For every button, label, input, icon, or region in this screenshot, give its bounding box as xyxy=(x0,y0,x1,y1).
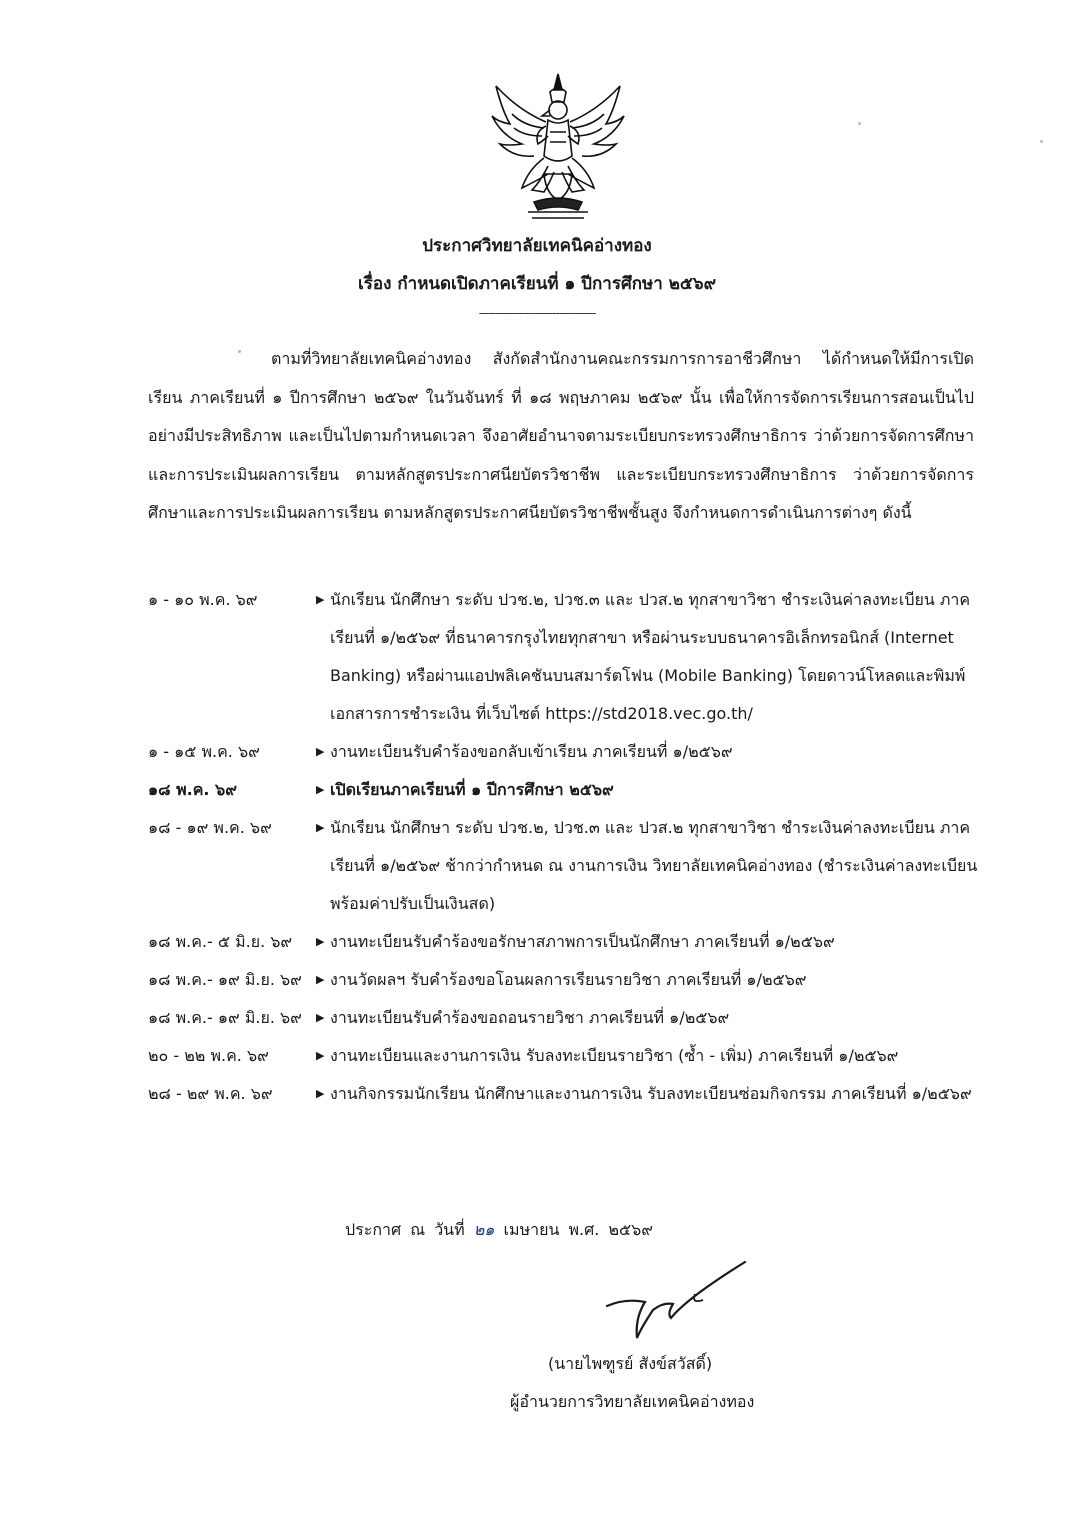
arrow-bullet-icon: ▶ xyxy=(316,593,325,606)
schedule-date: ๑๘ พ.ค. ๖๙ xyxy=(148,780,237,799)
schedule-item xyxy=(316,733,978,771)
schedule-row xyxy=(148,999,978,1037)
schedule-description: เปิดเรียนภาคเรียนที่ ๑ ปีการศึกษา ๒๕๖๙ xyxy=(330,780,614,799)
paper-speck xyxy=(858,122,861,125)
title-divider: ----------------------------------- xyxy=(478,306,596,320)
arrow-bullet-icon: ▶ xyxy=(316,1049,325,1062)
signer-name: (นายไพฑูรย์ สังข์สวัสดิ์) xyxy=(548,1354,713,1373)
schedule-item xyxy=(316,961,978,999)
schedule-description: งานทะเบียนและงานการเงิน รับลงทะเบียนรายวิชา (ซ้ำ - เพิ่ม) ภาคเรียนที่ ๑/๒๕๖๙ xyxy=(330,1046,899,1065)
schedule-date: ๑๘ พ.ค.- ๑๙ มิ.ย. ๖๙ xyxy=(148,1008,302,1027)
announce-day: ๒๑ xyxy=(473,1220,495,1239)
document-subject: เรื่อง กำหนดเปิดภาคเรียนที่ ๑ ปีการศึกษา ๒๕๖๙ xyxy=(357,274,717,294)
arrow-bullet-icon: ▶ xyxy=(316,935,325,948)
schedule-description: นักเรียน นักศึกษา ระดับ ปวช.๒, ปวช.๓ และ ปวส.๒ ทุกสาขาวิชา ชำระเงินค่าลงทะเบียน ภาคเรียนที่ ๑/๒๕๖๙ ที่ธนาคารกรุงไทยทุกสาขา หรือผ่านระบบธนาคารอิเล็กทรอนิกส์ (Internet Banking) หรือผ่านแอปพลิเคชันบนสมาร์ตโฟน (Mobile Banking) โดยดาวน์โหลดและพิมพ์เอกสารการชำระเงิน ที่เว็บไซต์ https://std2018.vec.go.th/ xyxy=(330,590,971,723)
schedule-date: ๒๘ - ๒๙ พ.ค. ๖๙ xyxy=(148,1084,273,1103)
arrow-bullet-icon: ▶ xyxy=(316,1087,325,1100)
signer-position: ผู้อำนวยการวิทยาลัยเทคนิคอ่างทอง xyxy=(510,1392,755,1411)
paper-speck xyxy=(238,350,241,353)
schedule-row xyxy=(148,733,978,771)
schedule-date: ๑๘ พ.ค.- ๑๙ มิ.ย. ๖๙ xyxy=(148,970,302,989)
schedule-item xyxy=(316,999,978,1037)
garuda-emblem-icon xyxy=(488,70,628,222)
schedule-row xyxy=(148,581,978,733)
paper-speck xyxy=(1040,140,1043,143)
arrow-bullet-icon: ▶ xyxy=(316,783,325,796)
schedule-description: งานทะเบียนรับคำร้องขอถอนรายวิชา ภาคเรียนที่ ๑/๒๕๖๙ xyxy=(330,1008,730,1027)
handwritten-signature xyxy=(595,1258,755,1358)
schedule-date: ๑ - ๑๐ พ.ค. ๖๙ xyxy=(148,590,258,609)
schedule-row xyxy=(148,961,978,999)
announce-prefix: ประกาศ ณ วันที่ xyxy=(345,1220,465,1239)
schedule-row xyxy=(148,1037,978,1075)
schedule-row xyxy=(148,771,978,809)
schedule-row xyxy=(148,809,978,923)
schedule-list xyxy=(148,581,978,1113)
schedule-item xyxy=(316,809,978,923)
announce-suffix: เมษายน พ.ศ. ๒๕๖๙ xyxy=(503,1220,653,1239)
arrow-bullet-icon: ▶ xyxy=(316,1011,325,1024)
schedule-description: งานทะเบียนรับคำร้องขอกลับเข้าเรียน ภาคเรียนที่ ๑/๒๕๖๙ xyxy=(330,742,733,761)
arrow-bullet-icon: ▶ xyxy=(316,821,325,834)
schedule-description: นักเรียน นักศึกษา ระดับ ปวช.๒, ปวช.๓ และ ปวส.๒ ทุกสาขาวิชา ชำระเงินค่าลงทะเบียน ภาคเรียนที่ ๑/๒๕๖๙ ช้ากว่ากำหนด ณ งานการเงิน วิทยาลัยเทคนิคอ่างทอง (ชำระเงินค่าลงทะเบียนพร้อมค่าปรับเป็นเงินสด) xyxy=(330,818,978,913)
schedule-item xyxy=(316,1075,978,1113)
document-title: ประกาศวิทยาลัยเทคนิคอ่างทอง xyxy=(422,236,652,256)
schedule-item xyxy=(316,1037,978,1075)
schedule-description: งานทะเบียนรับคำร้องขอรักษาสภาพการเป็นนักศึกษา ภาคเรียนที่ ๑/๒๕๖๙ xyxy=(330,932,835,951)
intro-paragraph: ตามที่วิทยาลัยเทคนิคอ่างทอง สังกัดสำนักงานคณะกรรมการการอาชีวศึกษา ได้กำหนดให้มีการเปิดเรียน ภาคเรียนที่ ๑ ปีการศึกษา ๒๕๖๙ ในวันจันทร์ ที่ ๑๘ พฤษภาคม ๒๕๖๙ นั้น เพื่อให้การจัดการเรียนการสอนเป็นไปอย่างมีประสิทธิภาพ และเป็นไปตามกำหนดเวลา จึงอาศัยอำนาจตามระเบียบกระทรวงศึกษาธิการ ว่าด้วยการจัดการศึกษาและการประเมินผลการเรียน ตามหลักสูตรประกาศนียบัตรวิชาชีพ และระเบียบกระทรวงศึกษาธิการ ว่าด้วยการจัดการศึกษาและการประเมินผลการเรียน ตามหลักสูตรประกาศนียบัตรวิชาชีพชั้นสูง จึงกำหนดการดำเนินการต่างๆ ดังนี้ xyxy=(148,349,974,523)
announcement-date xyxy=(345,1218,653,1243)
schedule-description: งานกิจกรรมนักเรียน นักศึกษาและงานการเงิน รับลงทะเบียนซ่อมกิจกรรม ภาคเรียนที่ ๑/๒๕๖๙ xyxy=(330,1084,972,1103)
arrow-bullet-icon: ▶ xyxy=(316,745,325,758)
schedule-date: ๑๘ พ.ค.- ๕ มิ.ย. ๖๙ xyxy=(148,932,293,951)
schedule-row xyxy=(148,1075,978,1113)
schedule-date: ๑ - ๑๕ พ.ค. ๖๙ xyxy=(148,742,260,761)
schedule-date: ๑๘ - ๑๙ พ.ค. ๖๙ xyxy=(148,818,272,837)
arrow-bullet-icon: ▶ xyxy=(316,973,325,986)
schedule-row xyxy=(148,923,978,961)
schedule-item xyxy=(316,581,978,733)
schedule-item xyxy=(316,771,978,809)
schedule-date: ๒๐ - ๒๒ พ.ค. ๖๙ xyxy=(148,1046,269,1065)
schedule-description: งานวัดผลฯ รับคำร้องขอโอนผลการเรียนรายวิชา ภาคเรียนที่ ๑/๒๕๖๙ xyxy=(330,970,807,989)
schedule-item xyxy=(316,923,978,961)
